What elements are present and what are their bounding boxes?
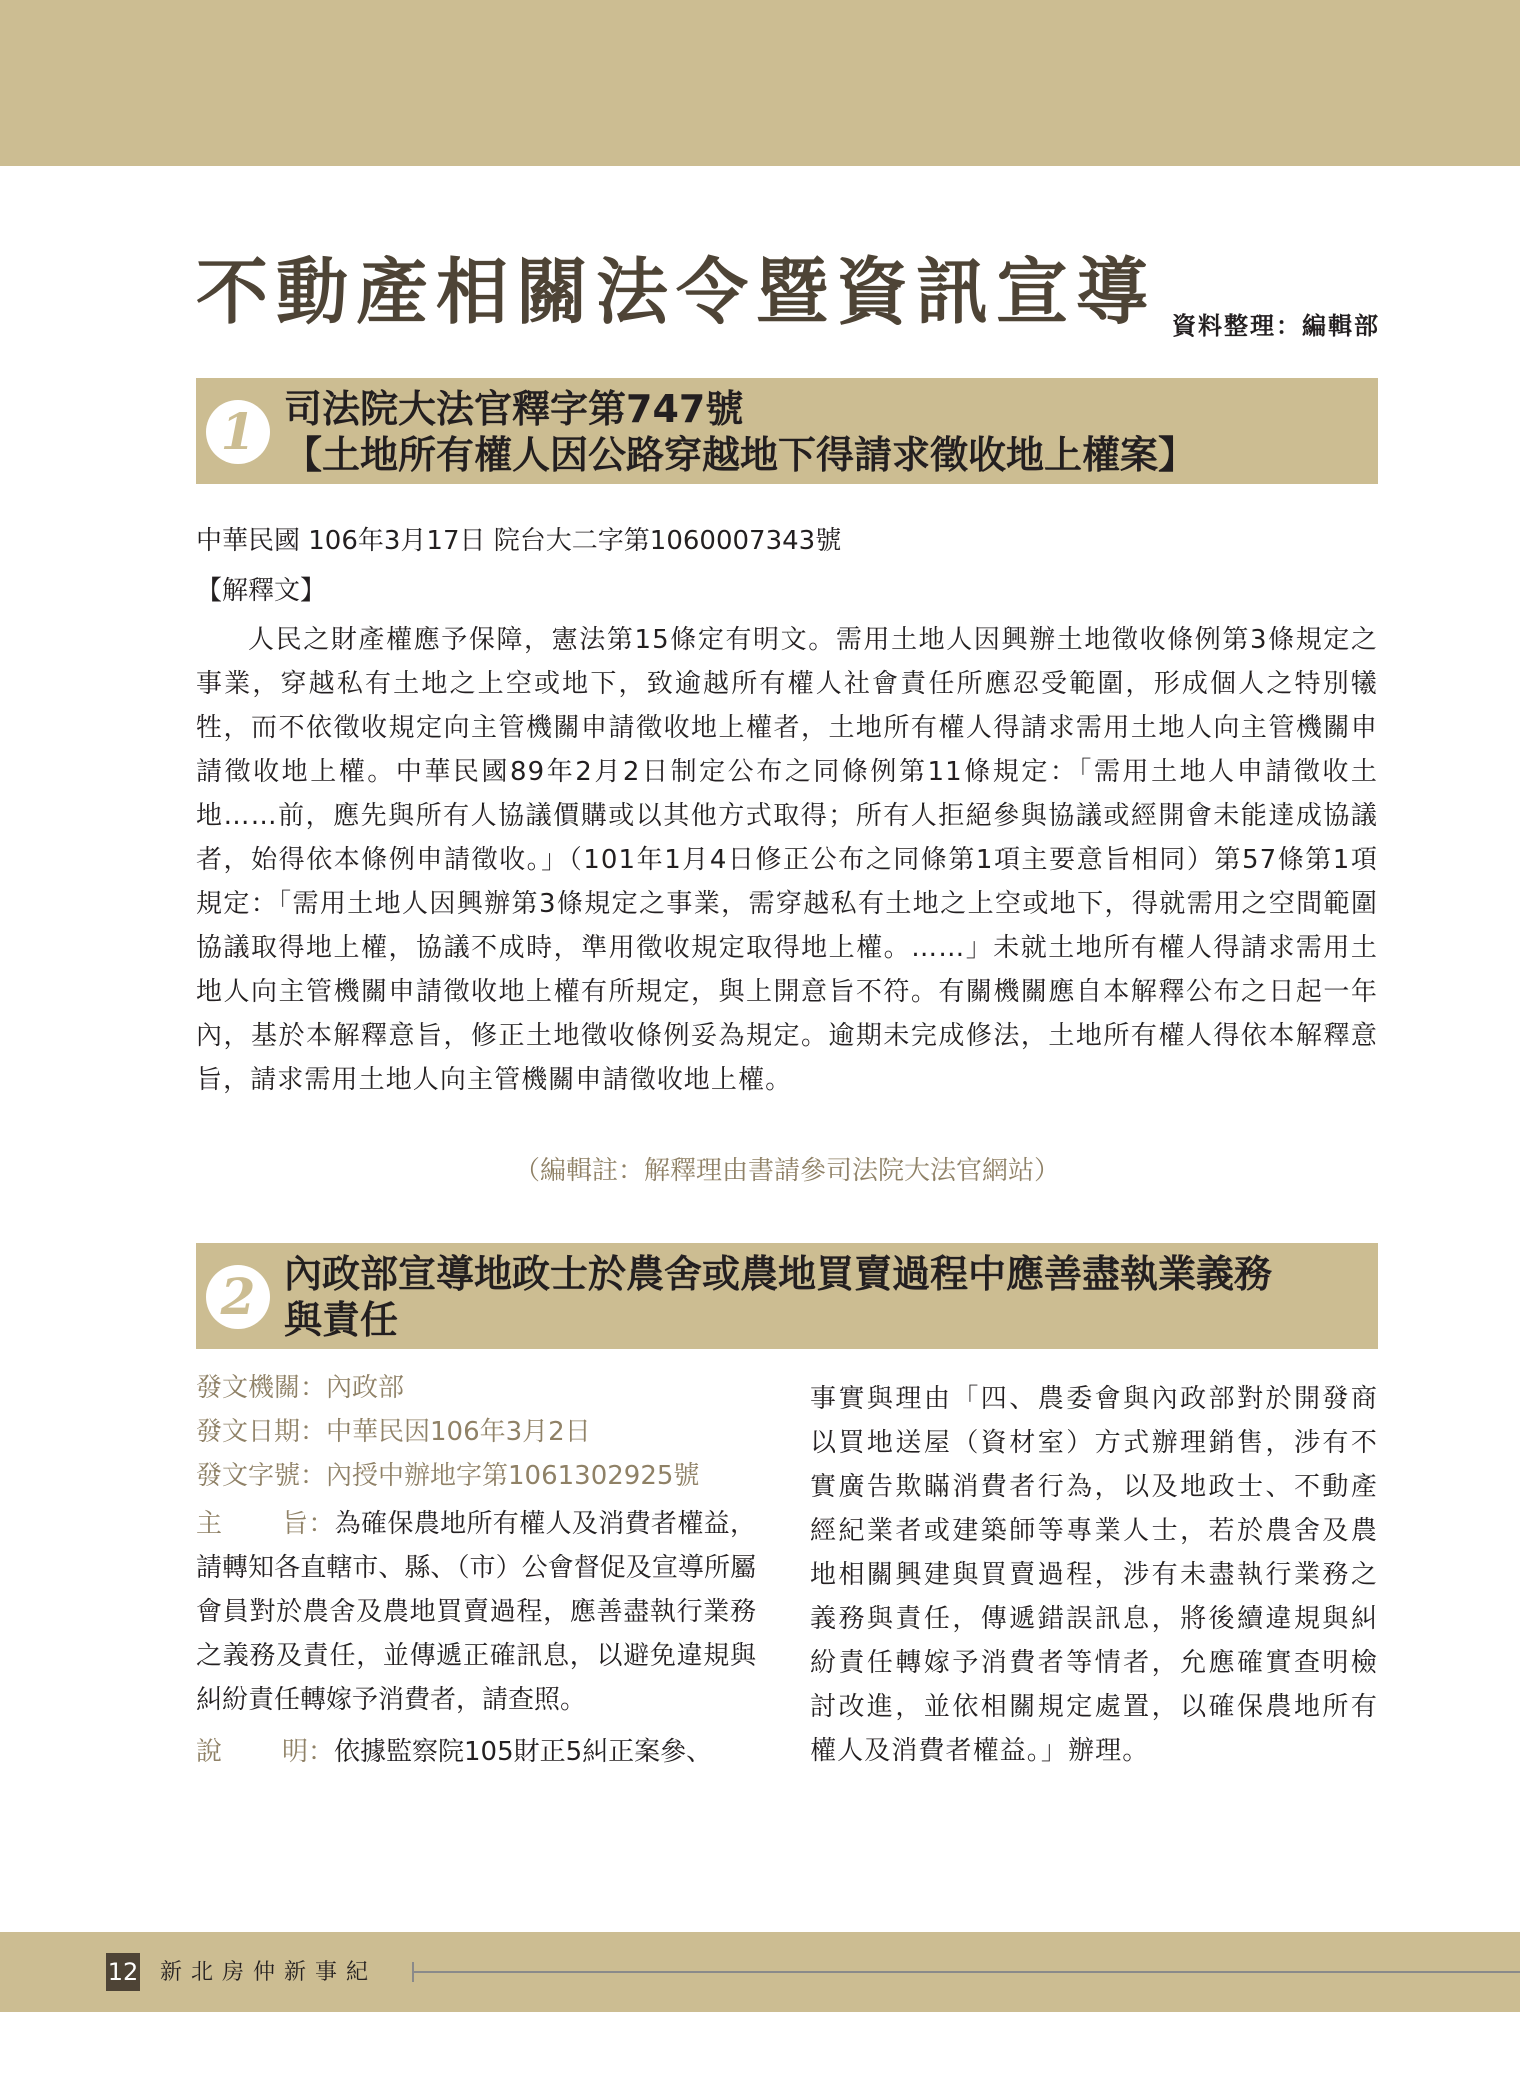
section-2-right-column: 事實與理由「四、農委會與內政部對於開發商以買地送屋（資材室）方式辦理銷售，涉有不實廣告欺瞞消費者行為，以及地政士、不動產經紀業者或建築師等專業人士，若於農舍及農地相關興建與買賣過程，涉有未盡執行業務之義務與責任，傳遞錯誤訊息，將後續違規與糾紛責任轉嫁予消費者等情者，允應確實查明檢討改進，並依相關規定處置，以確保農地所有權人及消費者權益。」辦理。 <box>810 1384 1378 1766</box>
section-1-interpretation-label: 【解釋文】 <box>196 576 327 606</box>
section-1-editor-note: （編輯註：解釋理由書請參司法院大法官網站） <box>513 1156 1060 1186</box>
subject-colon: ： <box>308 1509 335 1539</box>
subject-text: 為確保農地所有權人及消費者權益，請轉知各直轄市、縣、（市）公會督促及宣導所屬會員對於農舍及農地買賣過程，應善盡執行業務之義務及責任，並傳遞正確訊息，以避免違規與糾紛責任轉嫁予消費者，請查照。 <box>196 1509 756 1715</box>
section-1-title-line1: 司法院大法官釋字第747號 <box>284 387 744 431</box>
explanation-key: 說 明 <box>196 1737 308 1767</box>
section-1-date-line: 中華民國 106年3月17日 院台大二字第1060007343號 <box>196 526 842 556</box>
section-1-number-badge: 1 <box>206 400 270 464</box>
issuer-value: 內政部 <box>326 1373 405 1403</box>
section-2-meta <box>196 1366 756 1774</box>
page-number: 12 <box>106 1953 140 1991</box>
issue-date-key: 發文日期： <box>196 1417 327 1447</box>
publication-title: 新北房仲新事紀 <box>160 1960 378 1985</box>
section-2-title-line1: 內政部宣導地政士於農舍或農地買賣過程中應善盡執業義務 <box>284 1252 1273 1296</box>
section-2-header <box>196 1243 1378 1349</box>
top-decorative-band <box>0 0 1520 166</box>
section-2-title-line2: 與責任 <box>284 1298 399 1342</box>
section-1-header <box>196 378 1378 484</box>
explanation-text: 依據監察院105財正5糾正案參、 <box>334 1737 713 1767</box>
editor-credit: 資料整理：編輯部 <box>1172 312 1380 340</box>
explanation-colon: ： <box>308 1737 335 1767</box>
issue-date-row <box>196 1410 756 1454</box>
issuer-key: 發文機關： <box>196 1373 327 1403</box>
doc-number-value: 內授中辦地字第1061302925號 <box>326 1461 700 1491</box>
section-1-interpretation-body: 人民之財產權應予保障，憲法第15條定有明文。需用土地人因興辦土地徵收條例第3條規定之事業，穿越私有土地之上空或地下，致逾越所有權人社會責任所應忍受範圍，形成個人之特別犧牲，而不依徵收規定向主管機關申請徵收地上權者，土地所有權人得請求需用土地人向主管機關申請徵收地上權。中華民國89年2月2日制定公布之同條例第11條規定：「需用土地人申請徵收土地……前，應先與所有人協議價購或以其他方式取得；所有人拒絕參與協議或經開會未能達成協議者，始得依本條例申請徵收。」（101年1月4日修正公布之同條第1項主要意旨相同）第57條第1項規定：「需用土地人因興辦第3條規定之事業，需穿越私有土地之上空或地下，得就需用之空間範圍協議取得地上權，協議不成時，準用徵收規定取得地上權。……」未就土地所有權人得請求需用土地人向主管機關申請徵收地上權有所規定，與上開意旨不符。有關機關應自本解釋公布之日起一年內，基於本解釋意旨，修正土地徵收條例妥為規定。逾期未完成修法，土地所有權人得依本解釋意旨，請求需用土地人向主管機關申請徵收地上權。 <box>196 625 1378 1095</box>
subject-block <box>196 1502 756 1722</box>
section-2-title <box>284 1251 1364 1343</box>
footer-rule <box>412 1971 1520 1973</box>
section-1-title-line2: 【土地所有權人因公路穿越地下得請求徵收地上權案】 <box>284 433 1197 477</box>
subject-key: 主 旨 <box>196 1509 308 1539</box>
issuer-row <box>196 1366 756 1410</box>
page-title: 不動產相關法令暨資訊宣導 <box>196 250 1157 334</box>
section-1-title <box>284 386 1364 478</box>
explanation-block <box>196 1730 756 1774</box>
section-2-number-badge: 2 <box>206 1265 270 1329</box>
doc-number-row <box>196 1454 756 1498</box>
doc-number-key: 發文字號： <box>196 1461 327 1491</box>
issue-date-value: 中華民因106年3月2日 <box>326 1417 591 1447</box>
